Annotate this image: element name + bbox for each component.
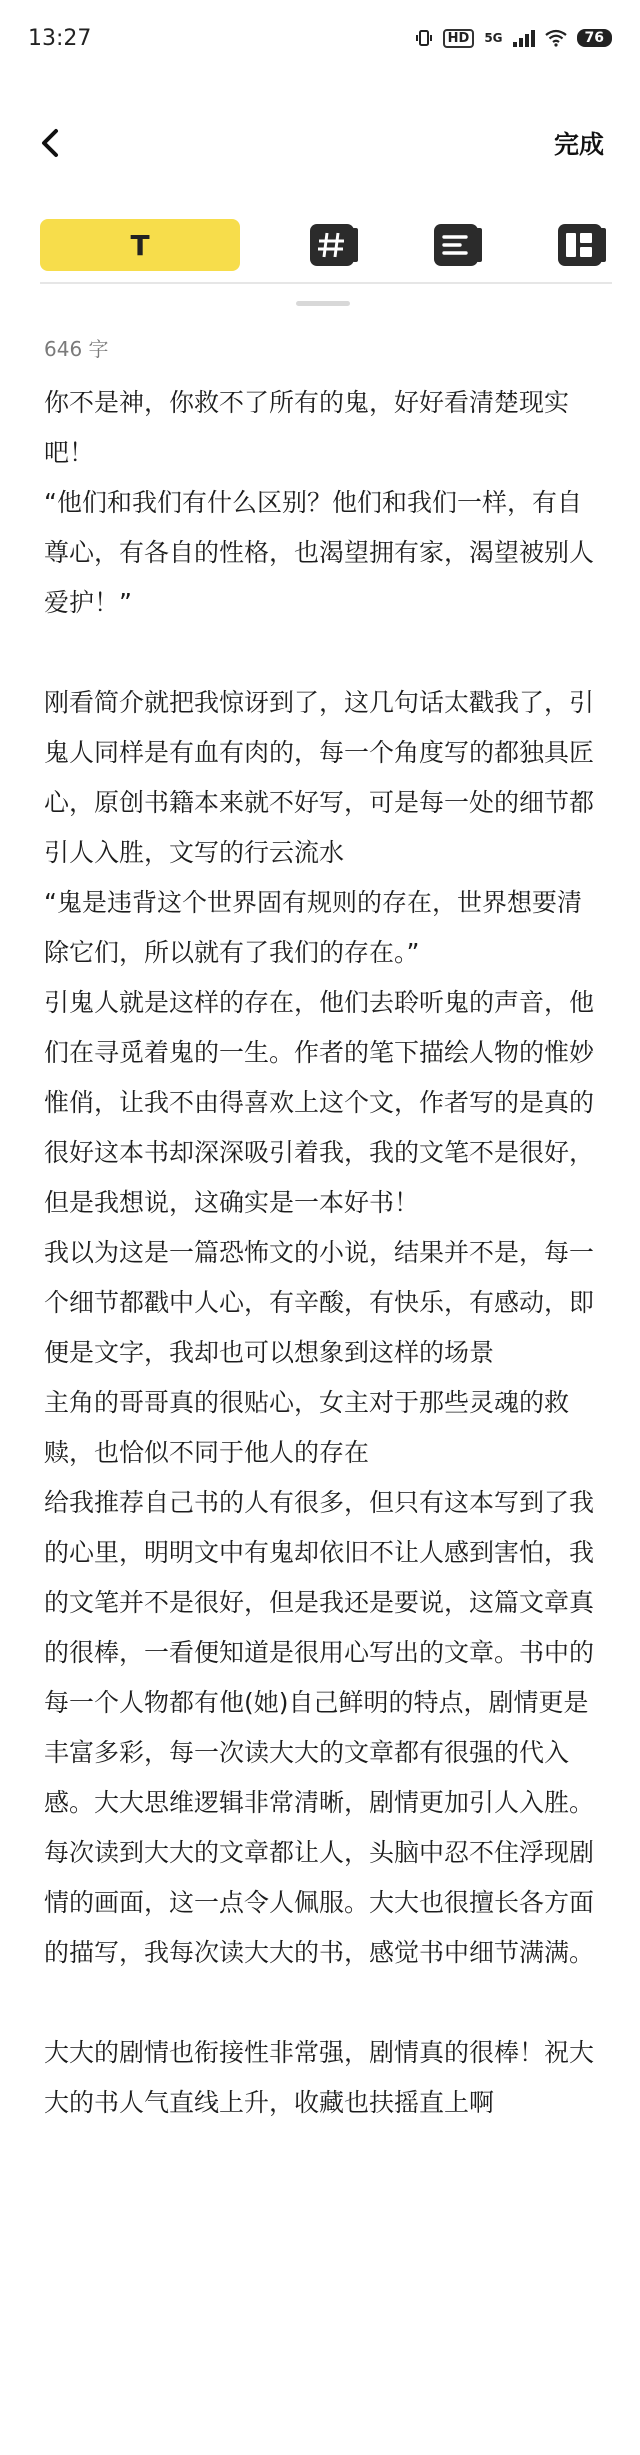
word-count: 646 字 xyxy=(44,337,109,361)
grid-icon xyxy=(556,222,608,268)
vibrate-icon xyxy=(415,29,433,47)
battery-indicator: 76 xyxy=(577,29,612,47)
editor-paragraph: “他们和我们有什么区别？他们和我们一样，有自尊心，有各自的性格，也渴望拥有家，渴望被别人爱护！” xyxy=(44,488,595,617)
status-icons xyxy=(415,29,612,48)
done-button[interactable]: 完成 xyxy=(554,125,604,161)
nav-bar xyxy=(0,108,640,178)
format-toolbar xyxy=(40,216,612,284)
text-style-button[interactable] xyxy=(40,219,240,271)
editor-paragraph: 主角的哥哥真的很贴心，女主对于那些灵魂的救赎，也恰似不同于他人的存在 xyxy=(44,1388,570,1467)
editor-paragraph: 给我推荐自己书的人有很多，但只有这本写到了我的心里，明明文中有鬼却依旧不让人感到害怕，我的文笔并不是很好，但是我还是要说，这篇文章真的很棒，一看便知道是很用心写出的文章。书中的每一个人物都有他(她)自己鲜明的特点，剧情更是丰富多彩，每一次读大大的文章都有很强的代入感。大大思维逻辑非常清晰，剧情更加引人入胜。每次读到大大的文章都让人，头脑中忍不住浮现剧情的画面，这一点令人佩服。大大也很擅长各方面的描写，我每次读大大的书，感觉书中细节满满。 xyxy=(44,1488,595,1967)
status-time: 13:27 xyxy=(28,25,92,51)
editor-paragraph: 你不是神，你救不了所有的鬼，好好看清楚现实吧！ xyxy=(44,388,570,467)
editor-paragraph: “鬼是违背这个世界固有规则的存在，世界想要清除它们，所以就有了我们的存在。” xyxy=(44,888,582,967)
editor-paragraph: 我以为这是一篇恐怖文的小说，结果并不是，每一个细节都戳中人心，有辛酸，有快乐，有感动，即便是文字，我却也可以想象到这样的场景 xyxy=(44,1238,595,1367)
wifi-icon xyxy=(545,29,567,47)
list-icon xyxy=(432,222,484,268)
hashtag-icon xyxy=(308,222,360,268)
text-style-label: T xyxy=(130,228,150,262)
editor-paragraph xyxy=(44,628,604,678)
network-type: 5G xyxy=(484,31,503,45)
editor-paragraph: 引鬼人就是这样的存在，他们去聆听鬼的声音，他们在寻觅着鬼的一生。作者的笔下描绘人物的惟妙惟俏，让我不由得喜欢上这个文，作者写的是真的很好这本书却深深吸引着我，我的文笔不是很好，但是我想说，这确实是一本好书！ xyxy=(44,988,595,1217)
drag-handle[interactable] xyxy=(296,301,350,306)
hd-badge: HD xyxy=(443,29,475,48)
hashtag-button[interactable] xyxy=(304,219,364,271)
editor-paragraph xyxy=(44,1978,604,2028)
status-bar xyxy=(0,0,640,76)
signal-icon xyxy=(513,29,535,47)
chevron-left-icon[interactable] xyxy=(40,129,68,157)
editor-paragraph: 刚看简介就把我惊讶到了，这几句话太戳我了，引鬼人同样是有血有肉的，每一个角度写的都独具匠心，原创书籍本来就不好写，可是每一处的细节都引人入胜，文写的行云流水 xyxy=(44,688,595,867)
layout-button[interactable] xyxy=(552,219,612,271)
text-editor[interactable] xyxy=(44,378,604,2128)
list-button[interactable] xyxy=(428,219,488,271)
editor-paragraph: 大大的剧情也衔接性非常强，剧情真的很棒！祝大大的书人气直线上升，收藏也扶摇直上啊 xyxy=(44,2038,595,2117)
